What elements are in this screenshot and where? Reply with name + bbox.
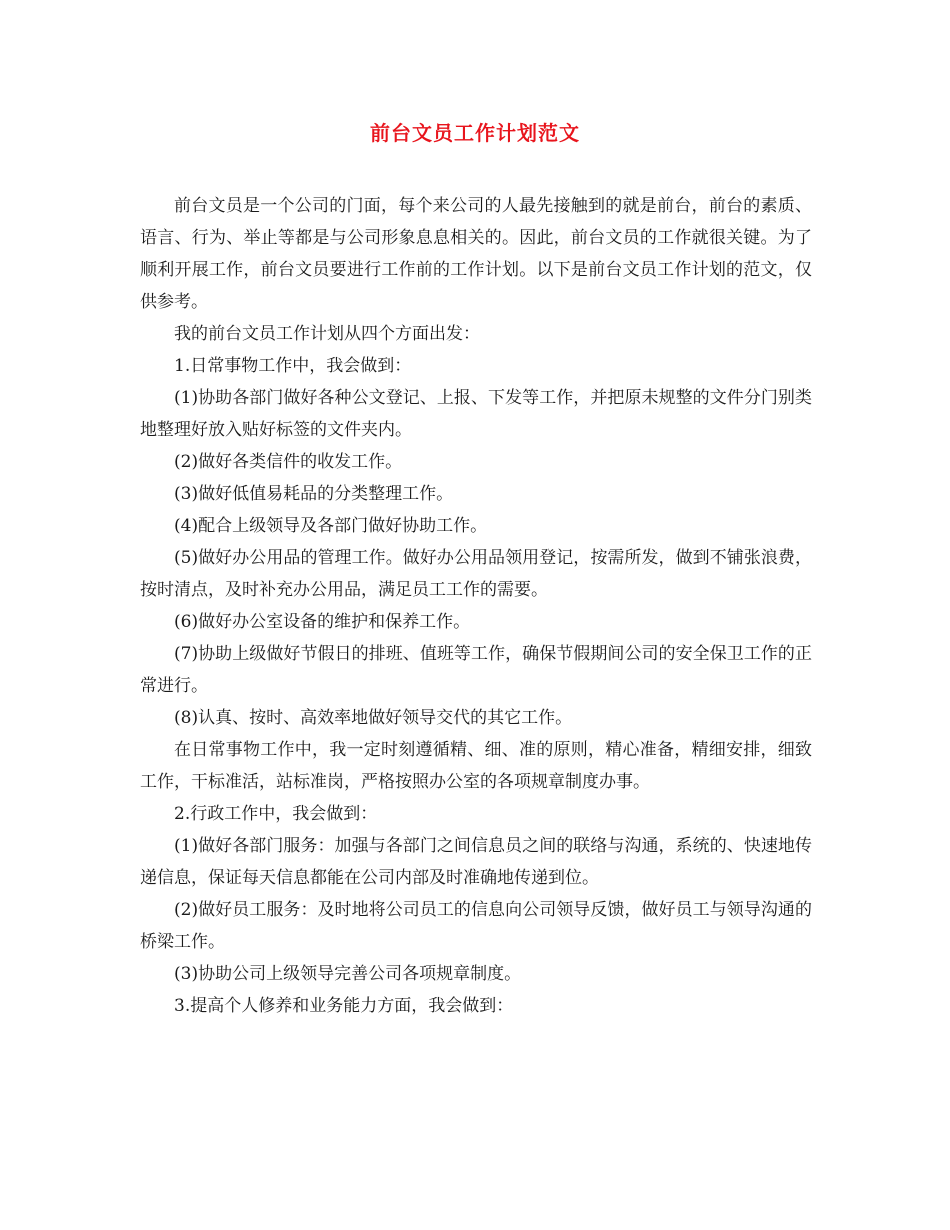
list-item: (3)协助公司上级领导完善公司各项规章制度。 (174, 964, 522, 984)
list-item: (1)协助各部门做好各种公文登记、上报、下发等工作，并把原未规整的文件分门别类地整理好放入贴好标签的文件夹内。 (140, 388, 812, 440)
list-item: (5)做好办公用品的管理工作。做好办公用品领用登记，按需所发，做到不铺张浪费，按时清点，及时补充办公用品，满足员工工作的需要。 (140, 548, 812, 600)
paragraph-overview: 我的前台文员工作计划从四个方面出发： (174, 324, 480, 344)
list-item: (8)认真、按时、高效率地做好领导交代的其它工作。 (174, 708, 573, 728)
section-heading-admin: 2.行政工作中，我会做到： (174, 804, 378, 824)
list-item: (3)做好低值易耗品的分类整理工作。 (174, 484, 454, 504)
list-item: (2)做好员工服务：及时地将公司员工的信息向公司领导反馈，做好员工与领导沟通的桥梁工作。 (140, 900, 812, 952)
list-item: (7)协助上级做好节假日的排班、值班等工作，确保节假期间公司的安全保卫工作的正常进行。 (140, 644, 812, 696)
paragraph-daily-summary: 在日常事物工作中，我一定时刻遵循精、细、准的原则，精心准备，精细安排，细致工作，干标准活，站标准岗，严格按照办公室的各项规章制度办事。 (140, 740, 812, 792)
document-body (140, 190, 812, 1022)
list-item: (4)配合上级领导及各部门做好协助工作。 (174, 516, 488, 536)
list-item: (1)做好各部门服务：加强与各部门之间信息员之间的联络与沟通，系统的、快速地传递信息，保证每天信息都能在公司内部及时准确地传递到位。 (140, 836, 812, 888)
document-title: 前台文员工作计划范文 (370, 121, 580, 145)
section-heading-daily: 1.日常事物工作中，我会做到： (174, 356, 412, 376)
list-item: (2)做好各类信件的收发工作。 (174, 452, 403, 472)
section-heading-personal: 3.提高个人修养和业务能力方面，我会做到： (174, 996, 514, 1016)
paragraph-intro: 前台文员是一个公司的门面，每个来公司的人最先接触到的就是前台，前台的素质、语言、行为、举止等都是与公司形象息息相关的。因此，前台文员的工作就很关键。为了顺利开展工作，前台文员要进行工作前的工作计划。以下是前台文员工作计划的范文，仅供参考。 (140, 196, 812, 312)
list-item: (6)做好办公室设备的维护和保养工作。 (174, 612, 471, 632)
